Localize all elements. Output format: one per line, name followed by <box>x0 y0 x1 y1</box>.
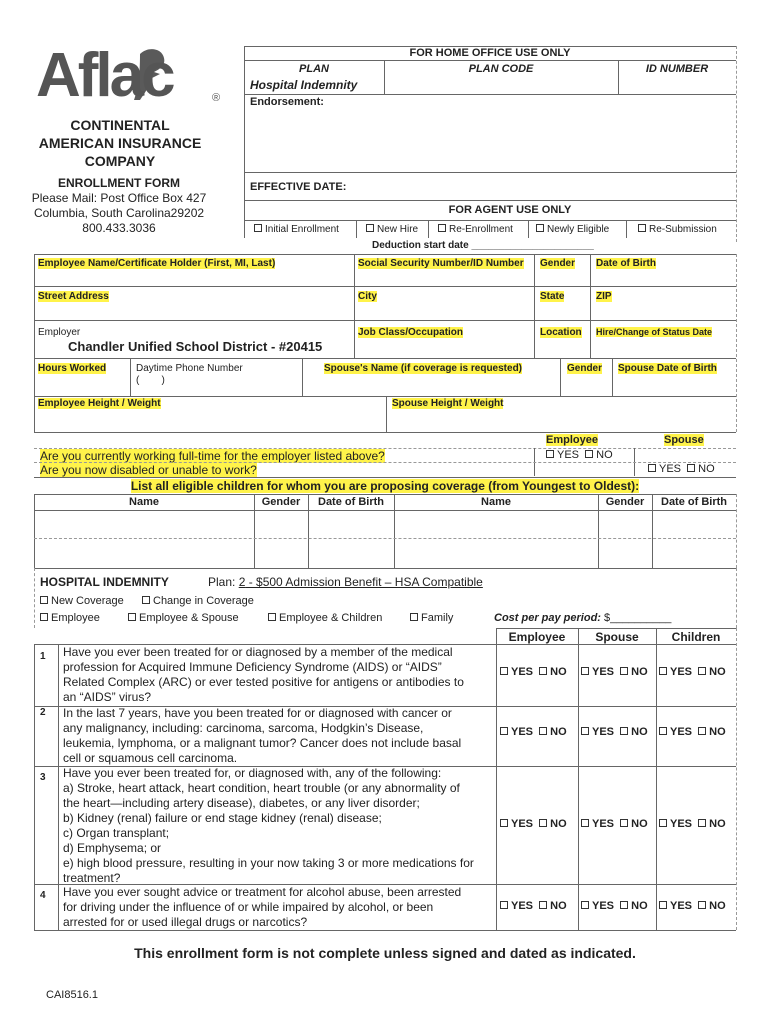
checkbox-icon <box>581 819 589 827</box>
no-checkbox[interactable]: NO <box>539 818 567 830</box>
company-line-3: COMPANY <box>84 153 156 169</box>
checkbox-icon <box>698 819 706 827</box>
q3-children-answer <box>659 818 726 830</box>
question-2-text: In the last 7 years, have you been treated for or diagnosed with cancer or any malignancy, including: carcinoma, sarcoma, Hodgkin’s Disease, leukemia, lymphoma, or a malignant tumor? Cancer does not include basal cell or squamous cell carcinoma. <box>63 706 462 765</box>
endorsement-label: Endorsement: <box>250 96 324 108</box>
yes-checkbox[interactable]: YES <box>581 666 614 678</box>
plan-code-label: PLAN CODE <box>468 63 534 75</box>
yes-checkbox[interactable]: YES <box>500 666 533 678</box>
spouse-dob-label: Spouse Date of Birth <box>618 363 717 374</box>
spouse-gender-label: Gender <box>567 363 603 374</box>
effective-date-label: EFFECTIVE DATE: <box>250 181 347 193</box>
checkbox-icon <box>128 613 136 621</box>
state-input[interactable] <box>536 304 588 319</box>
child-dob-header-left: Date of Birth <box>318 496 384 508</box>
q4-employee-answer <box>500 900 567 912</box>
home-office-header: FOR HOME OFFICE USE ONLY <box>409 47 571 59</box>
mail-address: Please Mail: Post Office Box 427 <box>31 191 207 205</box>
no-checkbox[interactable]: NO <box>698 818 726 830</box>
checkbox-icon <box>659 727 667 735</box>
disabled-question: Are you now disabled or unable to work? <box>40 463 257 477</box>
checkbox-icon <box>539 727 547 735</box>
col-children-header: Children <box>671 630 721 644</box>
zip-label: ZIP <box>596 291 612 302</box>
spouse-name-label: Spouse's Name (if coverage is requested) <box>324 363 523 374</box>
child-row-2-input[interactable] <box>36 540 734 567</box>
coverage-employee-option[interactable]: Employee <box>40 612 100 624</box>
city-label: City <box>358 291 377 302</box>
no-checkbox[interactable]: NO <box>539 726 567 738</box>
yes-checkbox[interactable]: YES <box>581 818 614 830</box>
child-dob-header-right: Date of Birth <box>661 496 727 508</box>
id-number-label: ID NUMBER <box>645 63 709 75</box>
employer-value: Chandler Unified School District - #20415 <box>68 339 323 354</box>
q1-children-answer <box>659 666 726 678</box>
checkbox-icon <box>620 819 628 827</box>
plan-label: PLAN <box>299 63 329 75</box>
checkbox-icon <box>648 464 656 472</box>
no-checkbox[interactable]: NO <box>698 726 726 738</box>
disabled-answer <box>648 463 715 475</box>
checkbox-icon <box>620 667 628 675</box>
plan-value: Hospital Indemnity <box>250 78 358 92</box>
checkbox-icon <box>539 901 547 909</box>
dob-input[interactable] <box>592 270 734 285</box>
checkbox-icon <box>40 613 48 621</box>
coverage-family-option[interactable]: Family <box>410 612 453 624</box>
form-code: CAI8516.1 <box>46 989 98 1001</box>
checkbox-icon <box>500 667 508 675</box>
q2-children-answer <box>659 726 726 738</box>
logo-text: Aflac <box>36 41 173 110</box>
mail-city: Columbia, South Carolina29202 <box>33 206 205 220</box>
checkbox-icon <box>500 727 508 735</box>
city-input[interactable] <box>356 304 532 319</box>
q4-spouse-answer <box>581 900 648 912</box>
question-4-number: 4 <box>40 890 46 901</box>
daytime-phone-input[interactable]: ( ) <box>136 375 165 386</box>
yes-checkbox[interactable]: YES <box>500 818 533 830</box>
checkbox-icon <box>620 901 628 909</box>
child-name-header-right: Name <box>481 496 511 508</box>
agent-option-newly-eligible[interactable]: Newly Eligible <box>536 224 609 235</box>
yes-checkbox[interactable]: YES <box>581 900 614 912</box>
child-gender-header-left: Gender <box>261 496 301 508</box>
yes-checkbox[interactable]: YES <box>581 726 614 738</box>
q2-employee-answer <box>500 726 567 738</box>
agent-use-header: FOR AGENT USE ONLY <box>448 204 572 216</box>
no-checkbox[interactable]: NO <box>585 449 613 461</box>
q4-children-answer <box>659 900 726 912</box>
enrollment-title: ENROLLMENT FORM <box>58 176 180 190</box>
no-checkbox[interactable]: NO <box>539 666 567 678</box>
gender-input[interactable] <box>536 270 588 285</box>
checkbox-icon <box>659 667 667 675</box>
change-coverage-option[interactable]: Change in Coverage <box>142 595 254 607</box>
hospital-indemnity-title: HOSPITAL INDEMNITY <box>40 575 169 589</box>
checkbox-icon <box>687 464 695 472</box>
location-input[interactable] <box>536 341 588 356</box>
zip-input[interactable] <box>592 304 734 319</box>
yes-checkbox[interactable]: YES <box>500 900 533 912</box>
checkbox-icon <box>536 224 544 232</box>
q1-spouse-answer <box>581 666 648 678</box>
checkbox-icon <box>546 450 554 458</box>
checkbox-icon <box>539 819 547 827</box>
street-input[interactable] <box>36 304 352 319</box>
question-2-number: 2 <box>40 707 46 718</box>
no-checkbox[interactable]: NO <box>539 900 567 912</box>
checkbox-icon <box>500 819 508 827</box>
aflac-logo <box>36 41 226 110</box>
child-row-1-input[interactable] <box>36 512 734 537</box>
enrollment-info <box>18 176 220 236</box>
agent-option-initial[interactable]: Initial Enrollment <box>254 224 339 235</box>
checkbox-icon <box>254 224 262 232</box>
new-coverage-option[interactable]: New Coverage <box>40 595 124 607</box>
q2-spouse-answer <box>581 726 648 738</box>
agent-option-re-enrollment[interactable]: Re-Enrollment <box>438 224 513 235</box>
checkbox-icon <box>581 901 589 909</box>
company-name <box>20 116 220 170</box>
checkbox-icon <box>698 667 706 675</box>
no-checkbox[interactable]: NO <box>620 726 648 738</box>
plan-selection: Plan: 2 - $500 Admission Benefit – HSA Compatible <box>208 575 483 589</box>
yes-checkbox[interactable]: YES <box>659 726 692 738</box>
question-4-text: Have you ever sought advice or treatment for alcohol abuse, been arrested for driving under the influence of or while impaired by alcohol, or been arrested for or used illegal drugs or narcotics? <box>63 885 462 929</box>
cost-per-pay-period: Cost per pay period: $__________ <box>494 612 672 624</box>
phone-number: 800.433.3036 <box>82 221 156 235</box>
checkbox-icon <box>142 596 150 604</box>
dob-label: Date of Birth <box>596 258 656 269</box>
employee-height-weight-label: Employee Height / Weight <box>38 398 161 409</box>
checkbox-icon <box>659 901 667 909</box>
checkbox-icon <box>581 727 589 735</box>
question-3-text: Have you ever been treated for, or diagnosed with, any of the following: a) Stroke, heart attack, heart condition, heart trouble (or any abnormality of the heart—including artery disease), diabetes, or any liver disorder; b) Kidney (renal) failure or end stage kidney (renal) disease; c) Organ transplant; d) Emphysema; or e) high blood pressure, resulting in your now taking 3 or more medications for treatment? <box>63 766 474 885</box>
job-class-label: Job Class/Occupation <box>358 327 464 338</box>
company-line-1: CONTINENTAL <box>70 117 170 133</box>
no-checkbox[interactable]: NO <box>687 463 715 475</box>
child-gender-header-right: Gender <box>605 496 645 508</box>
company-line-2: AMERICAN INSURANCE <box>38 135 202 151</box>
location-label: Location <box>540 327 582 338</box>
no-checkbox[interactable]: NO <box>620 818 648 830</box>
no-checkbox[interactable]: NO <box>698 666 726 678</box>
agent-option-resubmission[interactable]: Re-Submission <box>638 224 717 235</box>
employer-label: Employer <box>38 327 81 338</box>
question-3-number: 3 <box>40 772 46 783</box>
deduction-start-date: Deduction start date ______________________ <box>372 240 594 251</box>
state-label: State <box>540 291 565 302</box>
hire-change-input[interactable] <box>592 341 734 356</box>
checkbox-icon <box>638 224 646 232</box>
yes-checkbox[interactable]: YES <box>500 726 533 738</box>
street-label: Street Address <box>38 291 109 302</box>
yes-checkbox[interactable]: YES <box>659 900 692 912</box>
yes-checkbox[interactable]: YES <box>546 449 579 461</box>
agent-option-new-hire[interactable]: New Hire <box>366 224 418 235</box>
checkbox-icon <box>268 613 276 621</box>
yes-checkbox[interactable]: YES <box>659 818 692 830</box>
question-1-number: 1 <box>40 651 46 662</box>
gender-label: Gender <box>540 258 576 269</box>
ssn-label: Social Security Number/ID Number <box>358 258 524 269</box>
coverage-emp-spouse-option[interactable]: Employee & Spouse <box>128 612 239 624</box>
q1-employee-answer <box>500 666 567 678</box>
child-name-header-left: Name <box>129 496 159 508</box>
registered-mark: ® <box>212 92 221 104</box>
q3-employee-answer <box>500 818 567 830</box>
job-class-input[interactable] <box>356 341 532 356</box>
spouse-column-header: Spouse <box>664 434 704 446</box>
full-time-answer <box>546 449 613 461</box>
employee-name-label: Employee Name/Certificate Holder (First, MI, Last) <box>38 258 276 269</box>
question-1-text: Have you ever been treated for or diagnosed by a member of the medical profession for Acquired Immune Deficiency Syndrome (AIDS) or “AIDS” Related Complex (ARC) or ever tested positive for antigens or antibodies to an “AIDS” virus? <box>63 645 464 704</box>
checkbox-icon <box>40 596 48 604</box>
employee-column-header: Employee <box>546 434 598 446</box>
checkbox-icon <box>620 727 628 735</box>
children-header: List all eligible children for whom you are proposing coverage (from Youngest to Oldest): <box>130 479 640 493</box>
daytime-phone-label: Daytime Phone Number <box>136 363 243 374</box>
checkbox-icon <box>698 901 706 909</box>
checkbox-icon <box>366 224 374 232</box>
yes-checkbox[interactable]: YES <box>659 666 692 678</box>
yes-checkbox[interactable]: YES <box>648 463 681 475</box>
checkbox-icon <box>585 450 593 458</box>
spouse-height-weight-label: Spouse Height / Weight <box>392 398 504 409</box>
full-time-question: Are you currently working full-time for the employer listed above? <box>40 449 385 463</box>
hire-change-label: Hire/Change of Status Date <box>596 327 713 337</box>
checkbox-icon <box>698 727 706 735</box>
checkbox-icon <box>500 901 508 909</box>
no-checkbox[interactable]: NO <box>620 666 648 678</box>
checkbox-icon <box>581 667 589 675</box>
q3-spouse-answer <box>581 818 648 830</box>
checkbox-icon <box>539 667 547 675</box>
coverage-emp-children-option[interactable]: Employee & Children <box>268 612 382 624</box>
checkbox-icon <box>659 819 667 827</box>
no-checkbox[interactable]: NO <box>698 900 726 912</box>
col-employee-header: Employee <box>508 630 566 644</box>
employee-name-input[interactable] <box>36 270 352 285</box>
checkbox-icon <box>438 224 446 232</box>
hours-worked-label: Hours Worked <box>38 363 107 374</box>
completion-notice: This enrollment form is not complete unless signed and dated as indicated. <box>134 945 636 961</box>
checkbox-icon <box>410 613 418 621</box>
col-spouse-header: Spouse <box>595 630 639 644</box>
no-checkbox[interactable]: NO <box>620 900 648 912</box>
ssn-input[interactable] <box>356 270 532 285</box>
